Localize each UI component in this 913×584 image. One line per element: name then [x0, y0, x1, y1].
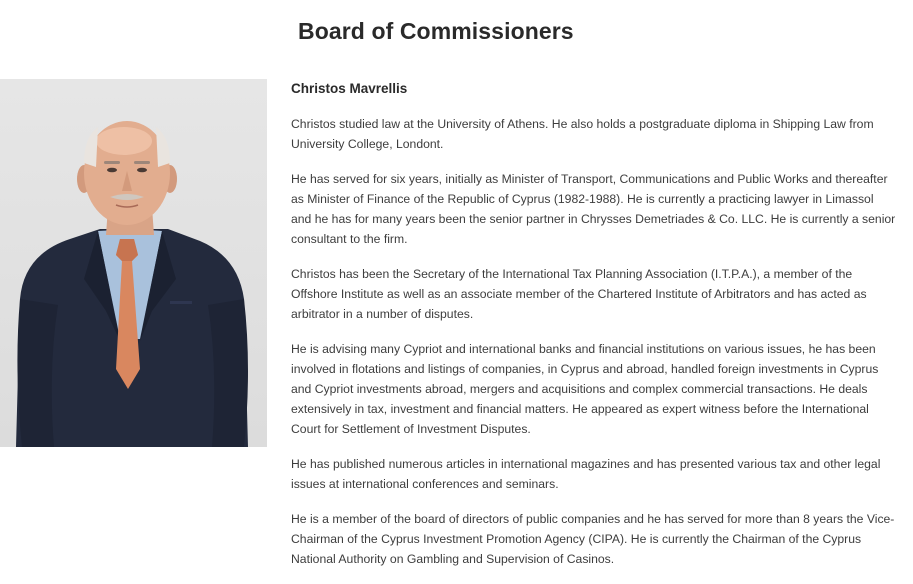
- bio-paragraph-publications: He has published numerous articles in international magazines and has presented various tax and other legal issues at international conferences and seminars.: [291, 457, 881, 491]
- bio-paragraph-boards: He is a member of the board of directors of public companies and he has served for more than 8 years the Vice-Chairman of the Cyprus Investment Promotion Agency (CIPA). He is currently the Chairman of the Cyprus National Authority on Gambling and Supervision of Casinos.: [291, 512, 895, 566]
- bio-paragraph-memberships: Christos has been the Secretary of the International Tax Planning Association (I.T.P.A.), a member of the Offshore Institute as well as an associate member of the Chartered Institute of Arbitrators and has acted as arbitrator in a number of disputes.: [291, 267, 867, 321]
- portrait-illustration: [0, 79, 267, 447]
- page-title: Board of Commissioners: [298, 18, 574, 44]
- profile-photo: [0, 79, 267, 447]
- profile-bio: [291, 80, 896, 584]
- profile-name: Christos Mavrellis: [291, 81, 408, 96]
- bio-paragraph-career: He has served for six years, initially as Minister of Transport, Communications and Public Works and thereafter as Minister of Finance of the Republic of Cyprus (1982-1988). He is currently a practicing lawyer in Limassol and he has for many years been the senior partner in Chrysses Demetriades & Co. LLC. He is currently a senior consultant to the firm.: [291, 172, 896, 246]
- bio-paragraph-education: Christos studied law at the University of Athens. He also holds a postgraduate diploma in Shipping Law from University College, Londont.: [291, 117, 874, 151]
- bio-paragraph-advisory: He is advising many Cypriot and international banks and financial institutions on various issues, he has been involved in flotations and listings of companies, in Cyprus and abroad, handled foreign investments in Cyprus and Cypriot investments abroad, mergers and acquisitions and complex commercial transactions. He deals extensively in tax, investment and financial matters. He appeared as expert witness before the International Court for Settlement of Investment Disputes.: [291, 342, 879, 436]
